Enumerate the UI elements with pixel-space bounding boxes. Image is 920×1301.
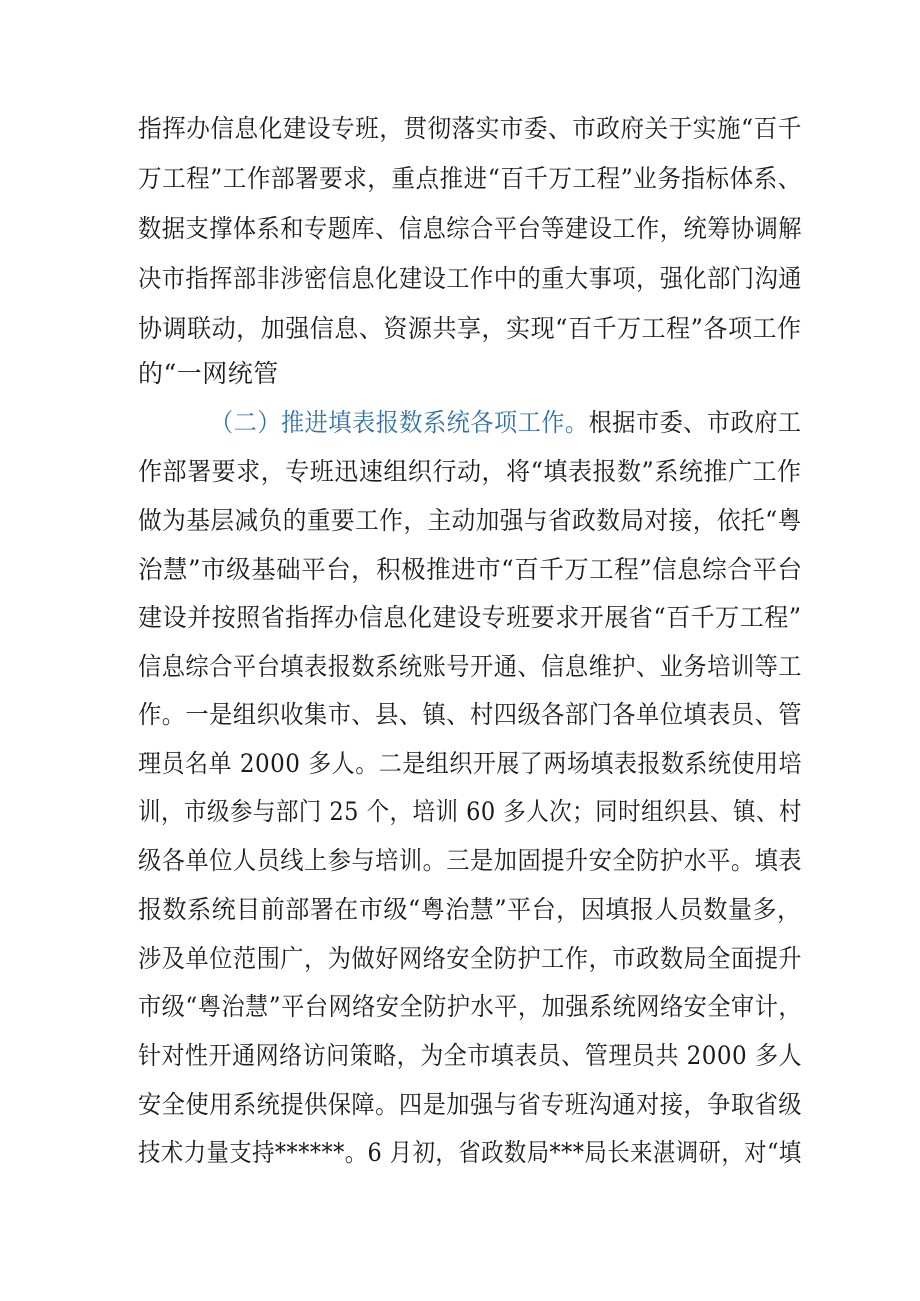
text-line: 作部署要求，专班迅速组织行动，将“填表报数”系统推广工作	[138, 457, 802, 486]
text-line: 决市指挥部非涉密信息化建设工作中的重大事项，强化部门沟通	[138, 264, 803, 293]
text-line: 针对性开通网络访问策略，为全市填表员、管理员共 2000 多人	[138, 1041, 803, 1070]
text-line: 安全使用系统提供保障。四是加强与省专班沟通对接，争取省级	[138, 1090, 803, 1119]
text-line: 级各单位人员线上参与培训。三是加固提升安全防护水平。填表	[138, 846, 803, 875]
text-span: 根据市委、市政府工	[588, 408, 802, 437]
text-line: 技术力量支持******。6 月初，省政数局***局长来湛调研，对“填	[138, 1138, 802, 1167]
text-line: 建设并按照省指挥办信息化建设专班要求开展省“百千万工程”	[138, 603, 802, 632]
text-line: 作。一是组织收集市、县、镇、村四级各部门各单位填表员、管	[138, 700, 803, 729]
text-line: 涉及单位范围广，为做好网络安全防护工作，市政数局全面提升	[138, 944, 803, 973]
section-heading-line	[210, 408, 802, 438]
text-line: 信息综合平台填表报数系统账号开通、信息维护、业务培训等工	[138, 652, 803, 681]
text-line: 理员名单 2000 多人。二是组织开展了两场填表报数系统使用培	[138, 749, 803, 778]
text-line: 治慧”市级基础平台，积极推进市“百千万工程”信息综合平台	[138, 555, 803, 584]
text-line: 指挥办信息化建设专班，贯彻落实市委、市政府关于实施“百千	[138, 114, 802, 143]
text-line: 的“一网统管	[138, 359, 279, 388]
text-line: 万工程”工作部署要求，重点推进“百千万工程”业务指标体系、	[138, 164, 802, 193]
text-line: 协调联动，加强信息、资源共享，实现“百千万工程”各项工作	[138, 314, 802, 343]
text-line: 做为基层减负的重要工作，主动加强与省政数局对接，依托“粤	[138, 506, 802, 535]
text-line: 数据支撑体系和专题库、信息综合平台等建设工作，统筹协调解	[138, 214, 803, 243]
text-line: 报数系统目前部署在市级“粤治慧”平台，因填报人员数量多，	[138, 895, 802, 924]
text-line: 训，市级参与部门 25 个，培训 60 多人次；同时组织县、镇、村	[138, 797, 802, 826]
section-heading: （二）推进填表报数系统各项工作。	[210, 408, 589, 437]
text-line: 市级“粤治慧”平台网络安全防护水平，加强系统网络安全审计，	[138, 992, 803, 1021]
